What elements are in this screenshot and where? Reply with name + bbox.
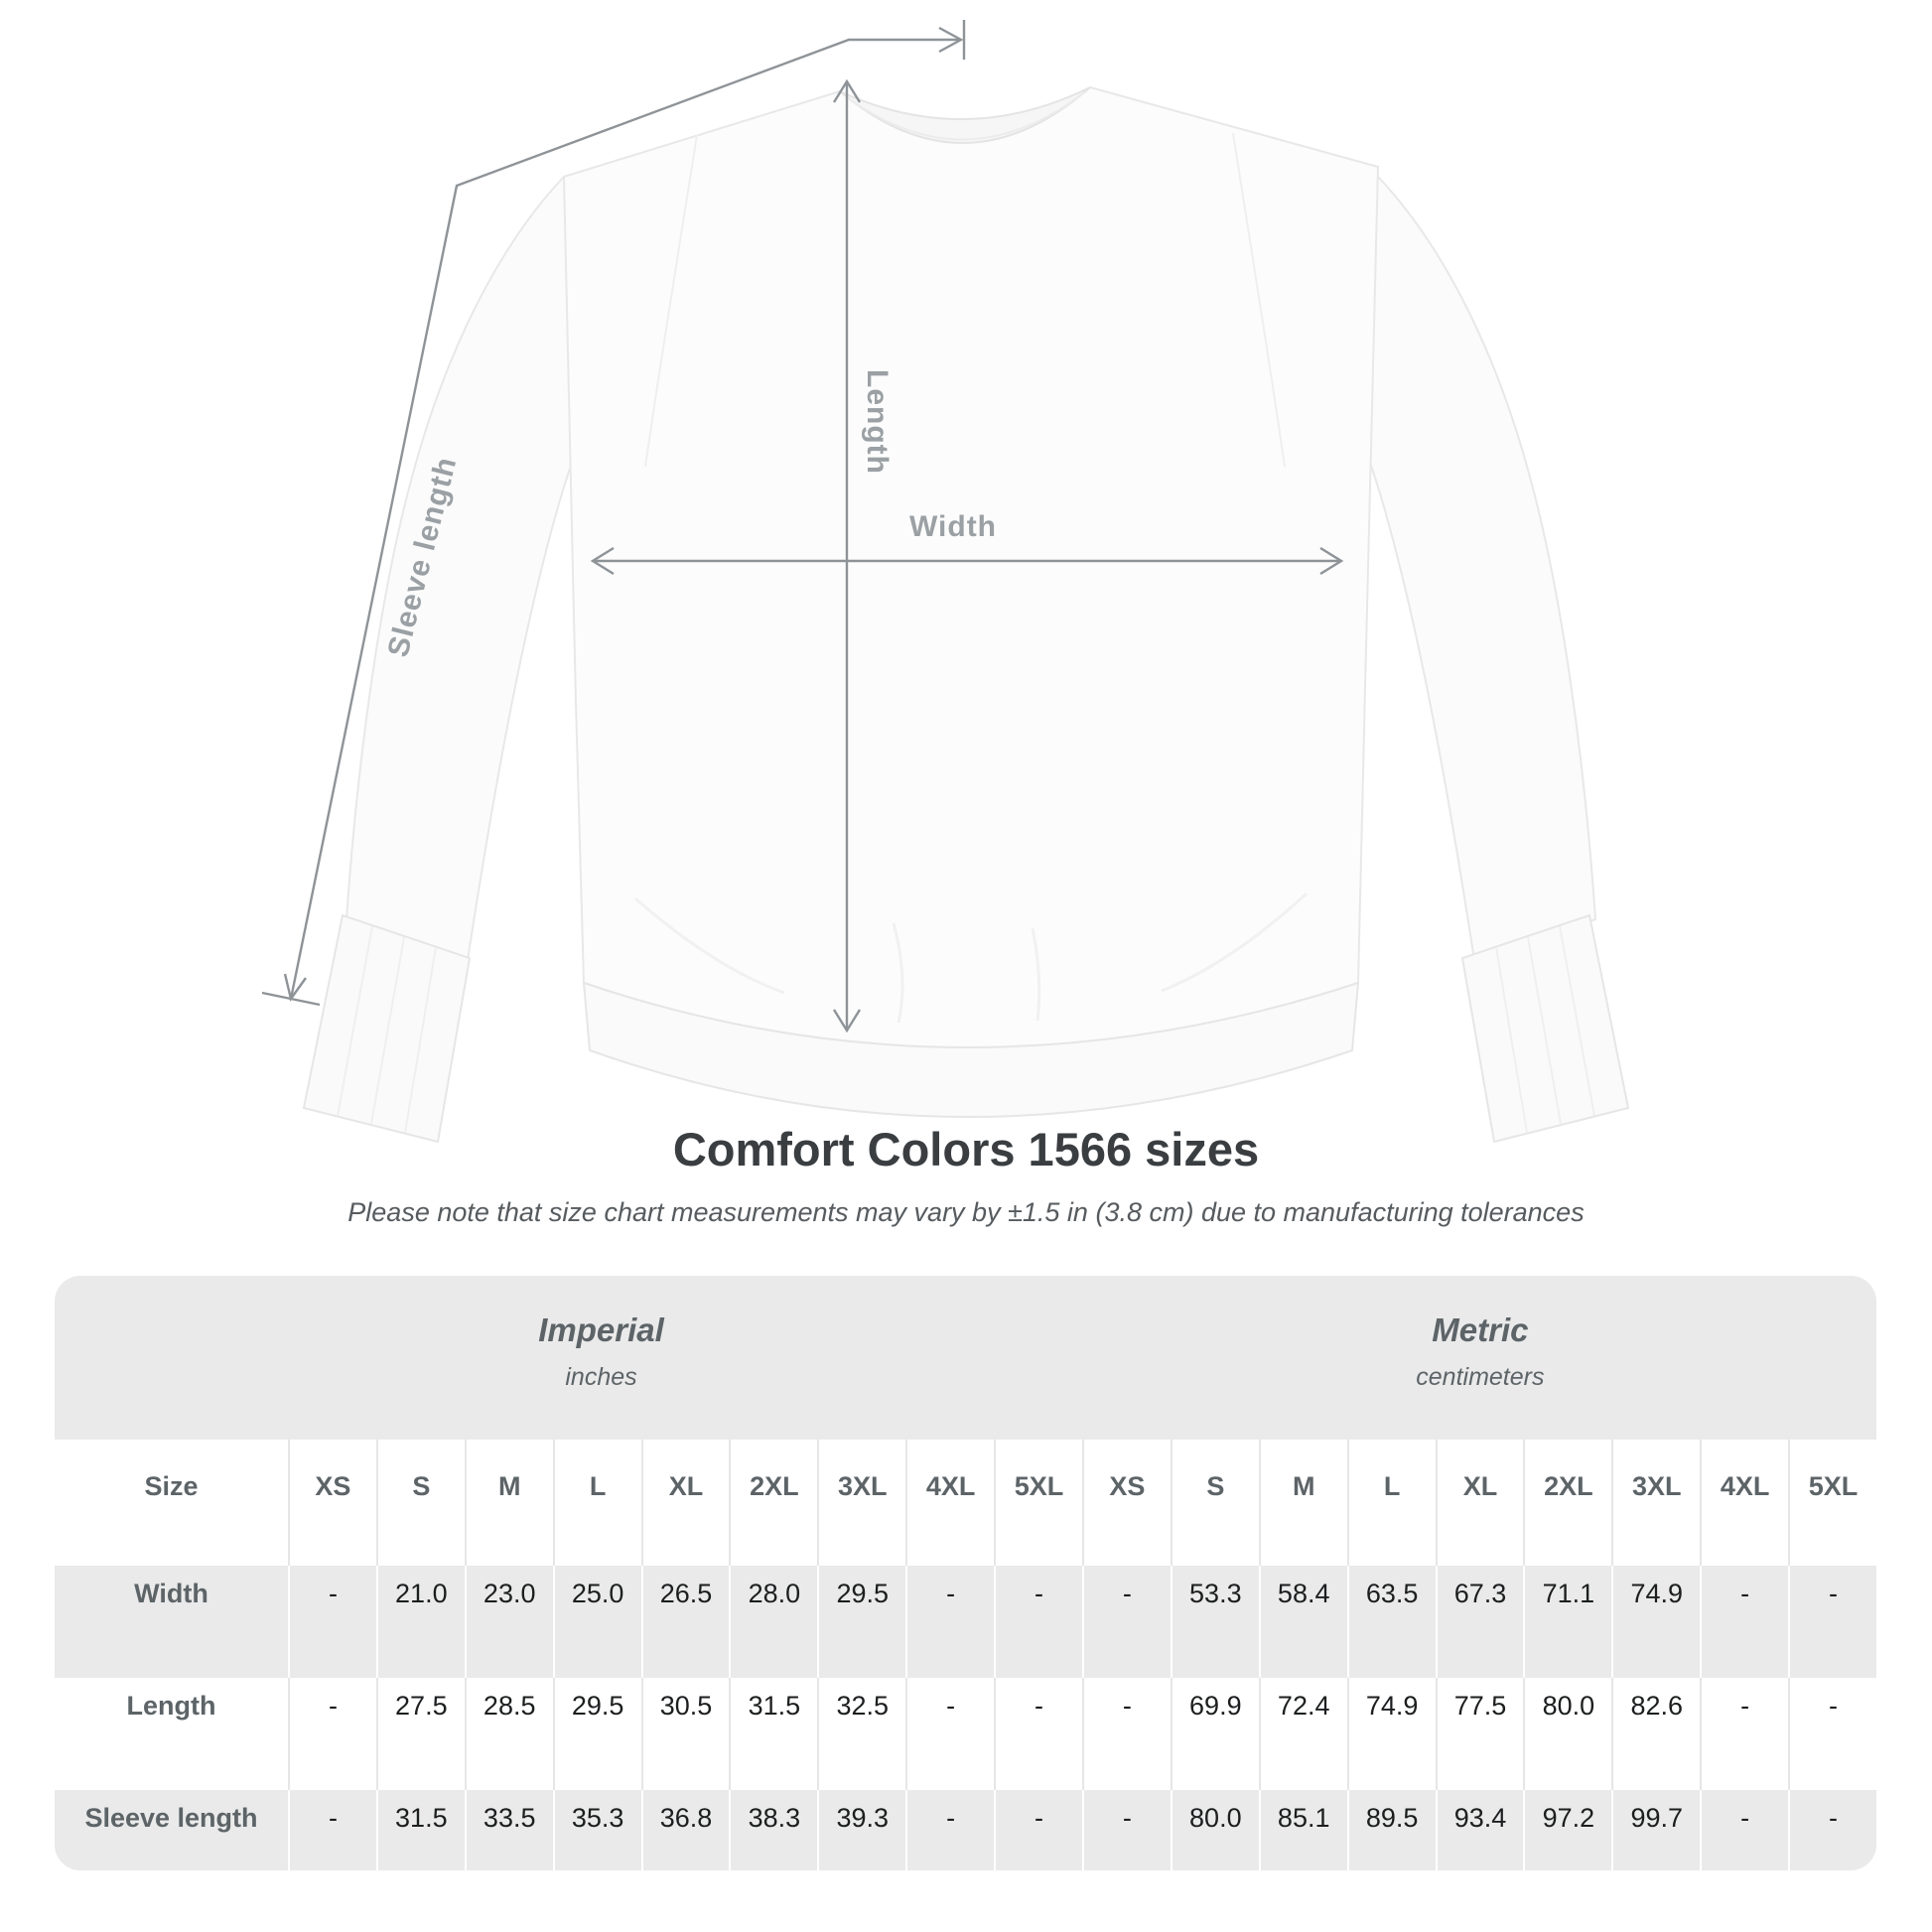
sweatshirt-body — [304, 87, 1628, 1142]
unit-header-band — [55, 1276, 1876, 1440]
value-cell: - — [1082, 1790, 1171, 1870]
value-cell: - — [1788, 1678, 1876, 1790]
value-cell: 27.5 — [376, 1678, 465, 1790]
value-cell: 26.5 — [641, 1566, 730, 1678]
value-cell: 80.0 — [1171, 1790, 1259, 1870]
value-cell: - — [288, 1790, 376, 1870]
value-cell: 36.8 — [641, 1790, 730, 1870]
size-header: S — [376, 1440, 465, 1566]
sleeve-length-row — [55, 1790, 1876, 1870]
value-cell: 72.4 — [1259, 1678, 1347, 1790]
value-cell: 74.9 — [1347, 1678, 1436, 1790]
value-cell: 38.3 — [729, 1790, 817, 1870]
size-header: XS — [1082, 1440, 1171, 1566]
size-header: XL — [641, 1440, 730, 1566]
row-label: Length — [126, 1691, 216, 1721]
value-cell: - — [994, 1790, 1082, 1870]
value-cell: 58.4 — [1259, 1566, 1347, 1678]
value-cell: 93.4 — [1436, 1790, 1524, 1870]
unit-measure: centimeters — [1416, 1363, 1545, 1391]
unit-measure: inches — [565, 1363, 637, 1391]
width-label: Width — [908, 510, 998, 543]
value-cell: 67.3 — [1436, 1566, 1524, 1678]
size-header: M — [465, 1440, 553, 1566]
size-header: S — [1171, 1440, 1259, 1566]
value-cell: - — [905, 1566, 994, 1678]
size-header: 4XL — [905, 1440, 994, 1566]
size-header: 2XL — [729, 1440, 817, 1566]
size-table — [55, 1276, 1876, 1870]
value-cell: - — [1700, 1566, 1788, 1678]
value-cell: 35.3 — [553, 1790, 641, 1870]
value-cell: 29.5 — [817, 1566, 905, 1678]
value-cell: 97.2 — [1523, 1790, 1611, 1870]
value-cell: 53.3 — [1171, 1566, 1259, 1678]
size-header: L — [1347, 1440, 1436, 1566]
unit-name: Metric — [1432, 1311, 1529, 1348]
value-cell: 71.1 — [1523, 1566, 1611, 1678]
value-cell: 28.0 — [729, 1566, 817, 1678]
value-cell: - — [1082, 1678, 1171, 1790]
width-row — [55, 1566, 1876, 1678]
value-cell: - — [994, 1678, 1082, 1790]
size-header: 3XL — [817, 1440, 905, 1566]
sleeve-length-label: Sleeve length — [381, 453, 464, 661]
length-row — [55, 1678, 1876, 1790]
value-cell: - — [1788, 1790, 1876, 1870]
value-cell: - — [288, 1678, 376, 1790]
size-header: L — [553, 1440, 641, 1566]
size-header: XL — [1436, 1440, 1524, 1566]
value-cell: 39.3 — [817, 1790, 905, 1870]
size-header: 4XL — [1700, 1440, 1788, 1566]
value-cell: - — [1700, 1790, 1788, 1870]
value-cell: - — [1788, 1566, 1876, 1678]
value-cell: 77.5 — [1436, 1678, 1524, 1790]
size-header: 3XL — [1611, 1440, 1700, 1566]
value-cell: 69.9 — [1171, 1678, 1259, 1790]
value-cell: - — [288, 1566, 376, 1678]
unit-name: Imperial — [538, 1311, 664, 1348]
value-cell: 29.5 — [553, 1678, 641, 1790]
size-column-header: Size — [144, 1471, 199, 1501]
value-cell: 85.1 — [1259, 1790, 1347, 1870]
value-cell: - — [1082, 1566, 1171, 1678]
value-cell: 89.5 — [1347, 1790, 1436, 1870]
value-cell: 82.6 — [1611, 1678, 1700, 1790]
page-subtitle: Please note that size chart measurements may vary by ±1.5 in (3.8 cm) due to manufacturing tolerances — [347, 1197, 1585, 1227]
size-header: XS — [288, 1440, 376, 1566]
size-header-row — [55, 1440, 1876, 1566]
value-cell: 31.5 — [376, 1790, 465, 1870]
size-header: M — [1259, 1440, 1347, 1566]
value-cell: 63.5 — [1347, 1566, 1436, 1678]
size-header: 5XL — [994, 1440, 1082, 1566]
unit-header-imperial — [55, 1276, 1148, 1392]
row-label: Width — [134, 1579, 208, 1608]
size-header: 5XL — [1788, 1440, 1876, 1566]
value-cell: 74.9 — [1611, 1566, 1700, 1678]
length-label: Length — [861, 369, 894, 475]
value-cell: 31.5 — [729, 1678, 817, 1790]
value-cell: - — [994, 1566, 1082, 1678]
value-cell: 28.5 — [465, 1678, 553, 1790]
value-cell: 32.5 — [817, 1678, 905, 1790]
value-cell: - — [905, 1678, 994, 1790]
value-cell: - — [1700, 1678, 1788, 1790]
value-cell: 80.0 — [1523, 1678, 1611, 1790]
value-cell: 30.5 — [641, 1678, 730, 1790]
size-header: 2XL — [1523, 1440, 1611, 1566]
value-cell: 25.0 — [553, 1566, 641, 1678]
unit-header-metric — [1084, 1276, 1876, 1392]
value-cell: 33.5 — [465, 1790, 553, 1870]
value-cell: 99.7 — [1611, 1790, 1700, 1870]
row-label: Sleeve length — [84, 1803, 258, 1833]
page-title: Comfort Colors 1566 sizes — [672, 1123, 1260, 1175]
value-cell: 23.0 — [465, 1566, 553, 1678]
value-cell: 21.0 — [376, 1566, 465, 1678]
value-cell: - — [905, 1790, 994, 1870]
